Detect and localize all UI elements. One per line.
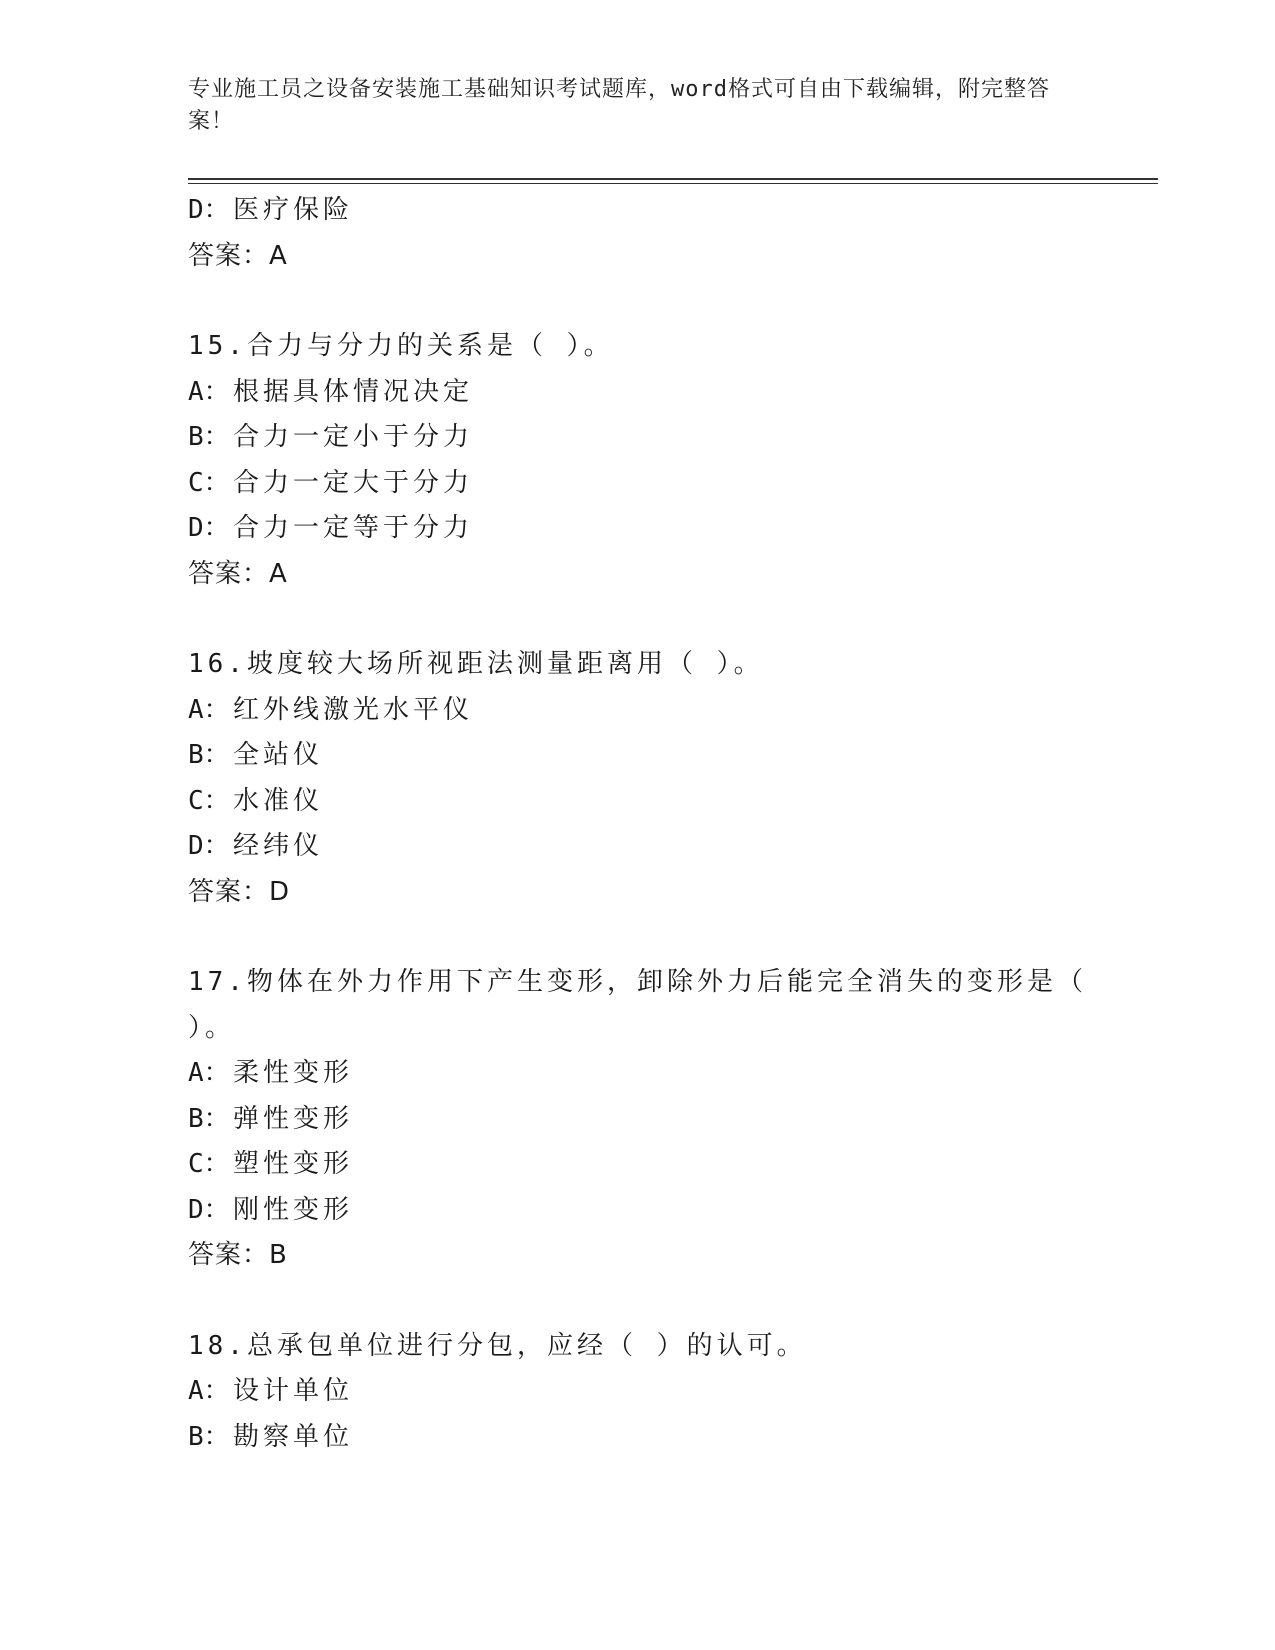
- question-stem: 15.合力与分力的关系是（ ）。: [188, 331, 614, 361]
- page-header: 专业施工员之设备安装施工基础知识考试题库，word格式可自由下载编辑，附完整答案！: [188, 77, 1050, 134]
- question-stem-line-2: ）。: [188, 1012, 236, 1043]
- answer-line: 答案：B: [188, 1240, 288, 1270]
- question-stem-line-1: 17.物体在外力作用下产生变形，卸除外力后能完全消失的变形是（: [188, 967, 1087, 997]
- option-line: [188, 188, 1088, 234]
- option-text: 刚性变形: [233, 1194, 354, 1225]
- option-line: [188, 1188, 1088, 1234]
- answer-line: 答案：A: [188, 240, 288, 271]
- option-label: D：: [188, 831, 230, 861]
- option-line: [188, 370, 1088, 416]
- option-text: 弹性变形: [233, 1103, 354, 1134]
- answer-line: 答案：D: [188, 876, 291, 907]
- carryover-block: [188, 188, 1088, 279]
- option-text: 医疗保险: [233, 195, 354, 225]
- option-label: D：: [188, 513, 230, 543]
- option-line: [188, 1051, 1088, 1097]
- option-text: 合力一定等于分力: [233, 513, 474, 543]
- option-line: [188, 1415, 1088, 1461]
- option-text: 根据具体情况决定: [233, 376, 474, 407]
- option-label: A：: [188, 1058, 230, 1088]
- option-line: [188, 1097, 1088, 1143]
- question-stem: 18.总承包单位进行分包，应经（ ）的认可。: [188, 1330, 807, 1361]
- header-divider-thick: [188, 178, 1158, 180]
- answer-line: 答案：A: [188, 558, 288, 589]
- option-text: 塑性变形: [233, 1149, 354, 1179]
- question-content: [188, 188, 1088, 1460]
- option-label: B：: [188, 422, 230, 452]
- option-line: [188, 1369, 1088, 1415]
- option-line: [188, 824, 1088, 870]
- question-15: [188, 324, 1088, 597]
- option-label: B：: [188, 740, 230, 770]
- option-line: [188, 415, 1088, 461]
- option-text: 勘察单位: [233, 1421, 354, 1452]
- option-text: 全站仪: [233, 740, 324, 770]
- option-text: 设计单位: [233, 1376, 354, 1406]
- option-line: [188, 461, 1088, 507]
- option-text: 水准仪: [233, 785, 324, 816]
- option-label: A：: [188, 376, 230, 407]
- option-line: [188, 506, 1088, 552]
- option-text: 红外线激光水平仪: [233, 694, 474, 725]
- option-label: B：: [188, 1103, 230, 1134]
- option-label: C：: [188, 467, 230, 498]
- header-divider-thin: [188, 183, 1158, 184]
- option-text: 合力一定小于分力: [233, 422, 474, 452]
- option-label: D：: [188, 195, 230, 225]
- option-text: 柔性变形: [233, 1058, 354, 1088]
- option-label: A：: [188, 1376, 230, 1406]
- question-17: [188, 960, 1088, 1279]
- option-line: [188, 733, 1088, 779]
- option-label: D：: [188, 1194, 230, 1225]
- option-label: B：: [188, 1421, 230, 1452]
- option-label: A：: [188, 694, 230, 725]
- option-line: [188, 1142, 1088, 1188]
- option-label: C：: [188, 785, 230, 816]
- question-18: [188, 1324, 1088, 1461]
- option-text: 合力一定大于分力: [233, 467, 474, 498]
- option-line: [188, 779, 1088, 825]
- option-text: 经纬仪: [233, 831, 324, 861]
- option-label: C：: [188, 1149, 230, 1179]
- question-16: [188, 642, 1088, 915]
- option-line: [188, 688, 1088, 734]
- question-stem: 16.坡度较大场所视距法测量距离用（ ）。: [188, 649, 764, 679]
